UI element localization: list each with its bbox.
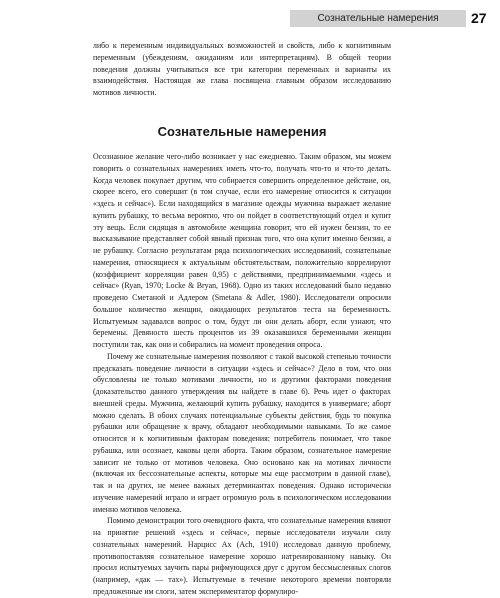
paragraph: Осознанное желание чего-либо возникает у нас ежедневно. Таким образом, мы можем говорить о сознательных намерениях иметь что-то, получать что-то и что-то делать. Когда человек покупает другим, что собирается совершить определенное действие, он, скорее всего, его совершит (в том случае, если его намерение относится к ситуации «здесь и сейчас»). Если находящийся в магазине одежды мужчина выражает желание купить рубашку, то весьма вероятно, что он пойдет в соответствующий отдел и купит эту вещь. Если сидящая в автомобиле женщина говорит, что ей нужен бензин, то ее высказывание представляет собой явный признак того, что она купит именно бензин, а не рубашку. Согласно результатам ряда психологических исследований, сознательные намерения, относящиеся к актуальным обстоятельствам, положительно коррелируют (коэффициент корреляции равен 0,95) с действиями, предпринимаемыми «здесь и сейчас» (Ryan, 1970; Locke & Bryan, 1968). Одно из таких исследований было недавно проведено Сметаной и Адлером (Smetana & Adler, 1980). Исследователи опросили большое количество женщин, ожидающих результатов теста на беременность. Испытуемым задавался вопрос о том, будут ли они делать аборт, если узнают, что беремены. Девяносто шесть процентов из 39 оказавшихся беременными женщин поступили так, как они и собирались на момент проведения опроса. [93,152,391,349]
section-heading: Сознательные намерения [157,124,327,139]
text-block-top [93,40,391,99]
page-number: 27 [471,10,487,26]
paragraph: Помимо демонстрации того очевидного факта, что сознательные намерения влияют на принятие решений «здесь и сейчас», первые исследователи изучали силу сознательных намерений. Нарцисс Ах (Ach, 1910) исследовал данную проблему, противопоставляя сознательное намерение хорошо натренированному навыку. Он просил испытуемых заучить пары рифмующихся друг с другом бессмысленных слогов (например, «дак — тах»). Испытуемые в течение некоторого времени повторяли предложенные им слоги, затем экспериментатор формулиро- [93,516,391,596]
running-head: Сознательные намерения [290,10,466,27]
paragraph: Почему же сознательные намерения позволяют с такой высокой степенью точности предсказать поведение личности в ситуации «здесь и сейчас»? Дело в том, что они обусловлены не только мотивами личности, но и другими факторами поведения (доказательство данного утверждения вы найдете в главе 6). Речь идет о факторах внешней среды. Мужчина, желающий купить рубашку, находится в универмаге; аборт можно сделать. В обоих случаях потенциальные субъекты действия, будь то покупка рубашки или обращение к врачу, обладают необходимыми навыками. То же самое относится и к когнитивным факторам поведения: потребитель понимает, что такое рубашка, или осознает, каковы цели аборта. Таким образом, сознательное намерение зависит не только от мотивов человека. Оно основано как на мотивах личности (включая их бессознательные аспекты, которые мы еще рассмотрим в данной главе), так и на других, не менее важных детерминантах поведения. Однако исторически изучение намерений играло и играет огромную роль в психологическом исследовании именно мотивов человека. [93,351,391,514]
text-block-main [93,151,391,598]
paragraph: либо к переменным индивидуальных возможностей и свойств, либо к когнитивным переменным (убеждениям, ожиданиям или интерпретациям). В общей теории поведения должны учитываться все три категории переменных и варианты их взаимодействия. Настоящая же глава посвящена главным образом исследованию мотивов личности. [93,41,391,97]
